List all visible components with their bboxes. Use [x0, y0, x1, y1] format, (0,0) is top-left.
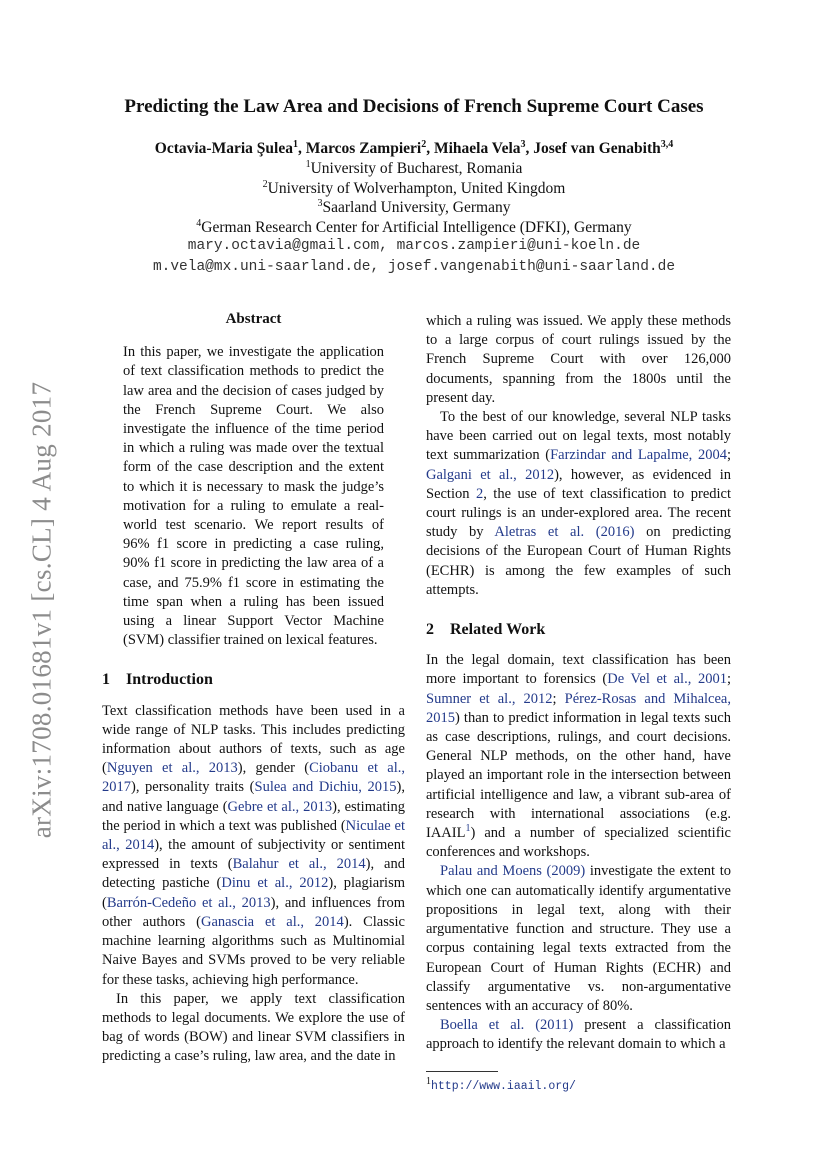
related-paragraph [426, 651, 731, 862]
body-text: ), plagiarism ( [102, 875, 405, 911]
body-text: investigate the extent to which one can automatically identify argumentative propositions in legal text, along with their argumentative function and structure. They use a corpus containing legal texts extracted from the European Court of Human Rights (ECHR) and classify argumentative vs. non-argumentative sentences with an accuracy of 80%. [426, 863, 731, 1014]
affiliation-text: German Research Center for Artificial Intelligence (DFKI), Germany [201, 218, 632, 236]
intro-paragraph [102, 702, 405, 990]
email-list [0, 236, 828, 278]
body-text: ), and influences from other authors ( [102, 894, 405, 930]
related-paragraph [426, 1016, 731, 1054]
affiliation-text: University of Wolverhampton, United Kingdom [267, 179, 566, 197]
author-affil-mark: 1 [292, 138, 298, 150]
author-affil-mark: 2 [421, 138, 427, 150]
section-heading-introduction [102, 670, 405, 689]
author-affil-mark: 3 [520, 138, 526, 150]
intro-paragraph-continued: which a ruling was issued. We apply these methods to a large corpus of court rulings issued by the French Supreme Court with over 126,000 documents, spanning from the 1800s until the present day. [426, 313, 731, 406]
author-name: Octavia-Maria Şulea [154, 140, 293, 157]
citation-link[interactable]: Balahur et al., 2014 [232, 856, 366, 873]
author-affil-mark: 3,4 [660, 138, 674, 150]
citation-link[interactable]: Niculae et al., 2014 [102, 817, 405, 854]
intro-paragraph: In this paper, we apply text classification methods to legal documents. We explore the use of bag of words (BOW) and linear SVM classifiers in predicting a case’s ruling, law area, and the date in [102, 990, 405, 1065]
author-name: Marcos Zampieri [305, 140, 422, 157]
citation-link[interactable]: Palau and Moens (2009) [440, 863, 586, 880]
body-text: on predicting decisions of the European Court of Human Rights (ECHR) is among the few examples of such attempts. [426, 524, 731, 598]
footnote-number: 1 [426, 1075, 431, 1087]
body-text: ; [726, 447, 731, 464]
footnote-url-link[interactable]: http://www.iaail.org/ [431, 1079, 576, 1093]
body-text: ), personality traits ( [131, 779, 255, 796]
section-ref-link[interactable]: 2 [475, 485, 484, 502]
affiliation-mark: 3 [317, 197, 323, 209]
body-text: ), the amount of subjectivity or sentiment expressed in texts ( [102, 837, 406, 873]
section-number: 2 [426, 621, 434, 639]
body-text: ), and detecting pastiche ( [102, 856, 405, 892]
abstract-text: In this paper, we investigate the application of text classification methods to predict the law area and the decision of cases judged by the French Supreme Court. We also investigate the influence of the time period in which a ruling was made over the textual form of the case description and the extent to which it is necessary to mask the judge’s motivation for a ruling to emulate a real-world test scenario. We report results of 96% f1 score in predicting a case ruling, 90% f1 score in predicting the law area of a case, and 75.9% f1 score in estimating the time span when a ruling has been issued using a linear Support Vector Machine (SVM) classifier trained on lexical features. [123, 344, 384, 649]
author-list: Octavia-Maria Şulea$^1$, Marcos Zampieri$^2$, Mihaela Vela$^3$, Josef van Genabith$^{3,4}$ [154, 138, 674, 157]
affiliation-text: Saarland University, Germany [322, 199, 511, 216]
citation-link[interactable]: Ganascia et al., 2014 [200, 913, 344, 930]
body-text: present a classification approach to identify the relevant domain to which a [426, 1017, 731, 1053]
affiliation [0, 198, 828, 218]
footnote-marker[interactable]: 1 [465, 823, 471, 835]
affiliation [0, 179, 828, 199]
citation-link[interactable]: Galgani et al., 2012 [426, 466, 555, 483]
citation-link[interactable]: Dinu et al., 2012 [221, 875, 329, 892]
citation-link[interactable]: Gebre et al., 2013 [227, 798, 333, 815]
related-paragraph [426, 862, 731, 1016]
footnote-divider [426, 1071, 498, 1072]
section-title: Related Work [450, 621, 546, 639]
citation-link[interactable]: Barrón-Cedeño et al., 2013 [106, 894, 271, 911]
affiliation [0, 159, 828, 179]
citation-link[interactable]: Boella et al. (2011) [440, 1017, 574, 1034]
citation-link[interactable]: Sumner et al., 2012 [426, 690, 553, 707]
author-name: Mihaela Vela [433, 140, 521, 157]
body-text: , the use of text classification to predict court rulings is an under-explored area. The recent study by [426, 485, 731, 541]
section-title: Introduction [126, 671, 213, 689]
section-heading-related-work [426, 620, 731, 639]
left-column [102, 310, 405, 1067]
affiliation [0, 218, 828, 238]
body-text: ; [552, 690, 565, 707]
body-text: ), estimating the period in which a text was published ( [102, 798, 405, 834]
author-name: Josef van Genabith [533, 140, 661, 157]
arxiv-sidebar [22, 360, 62, 860]
body-text: ), however, as evidenced in Section [426, 466, 731, 502]
citation-link[interactable]: Sulea and Dichiu, 2015 [254, 779, 397, 796]
citation-link[interactable]: Ciobanu et al., 2017 [102, 760, 405, 796]
email-line: mary.octavia@gmail.com, marcos.zampieri@uni-koeln.de [187, 238, 641, 254]
body-text: ). Classic machine learning algorithms such as Multinomial Naive Bayes and SVMs proved to be very reliable for these tasks, achieving high performance. [102, 913, 405, 988]
body-text: ) than to predict information in legal texts such as case descriptions, rulings, and court decisions. General NLP methods, on the other hand, have played an important role in the intersection between artificial intelligence and law, a vibrant sub-area of research with international associations (e.g. IAAIL [426, 709, 731, 842]
intro-paragraph [426, 408, 731, 600]
email-line: m.vela@mx.uni-saarland.de, josef.vangenabith@uni-saarland.de [152, 259, 676, 275]
affiliation-text: University of Bucharest, Romania [310, 160, 523, 177]
affiliation-mark: 1 [305, 158, 311, 170]
body-text: ) and a number of specialized scientific conferences and workshops. [426, 825, 731, 861]
affiliation-mark: 2 [262, 178, 268, 190]
citation-link[interactable]: Aletras et al. (2016) [494, 524, 635, 541]
section-number: 1 [102, 671, 110, 689]
affiliation-mark: 4 [196, 217, 202, 229]
citation-link[interactable]: Pérez-Rosas and Mihalcea, 2015 [426, 690, 731, 726]
affiliation-list [0, 159, 828, 237]
body-text: ), and native language ( [102, 779, 405, 815]
citation-link[interactable]: Farzindar and Lapalme, 2004 [550, 447, 727, 464]
right-column [426, 312, 731, 1094]
body-text: ), gender ( [237, 760, 310, 777]
abstract-heading: Abstract [225, 311, 282, 327]
citation-link[interactable]: Nguyen et al., 2013 [106, 760, 238, 777]
body-text: ; [726, 671, 731, 688]
footnote [426, 1075, 731, 1094]
body-text: Text classification methods have been used in a wide range of NLP tasks. This includes predicting information about authors of texts, such as age ( [102, 702, 405, 777]
body-text: To the best of our knowledge, several NLP tasks have been carried out on legal texts, most notably text summarization ( [426, 409, 731, 464]
paper-title: Predicting the Law Area and Decisions of French Supreme Court Cases [124, 96, 704, 117]
citation-link[interactable]: De Vel et al., 2001 [607, 671, 727, 688]
body-text: In the legal domain, text classification has been more important to forensics ( [426, 652, 731, 688]
arxiv-identifier: arXiv:1708.01681v1 [cs.CL] 4 Aug 2017 [26, 381, 57, 839]
